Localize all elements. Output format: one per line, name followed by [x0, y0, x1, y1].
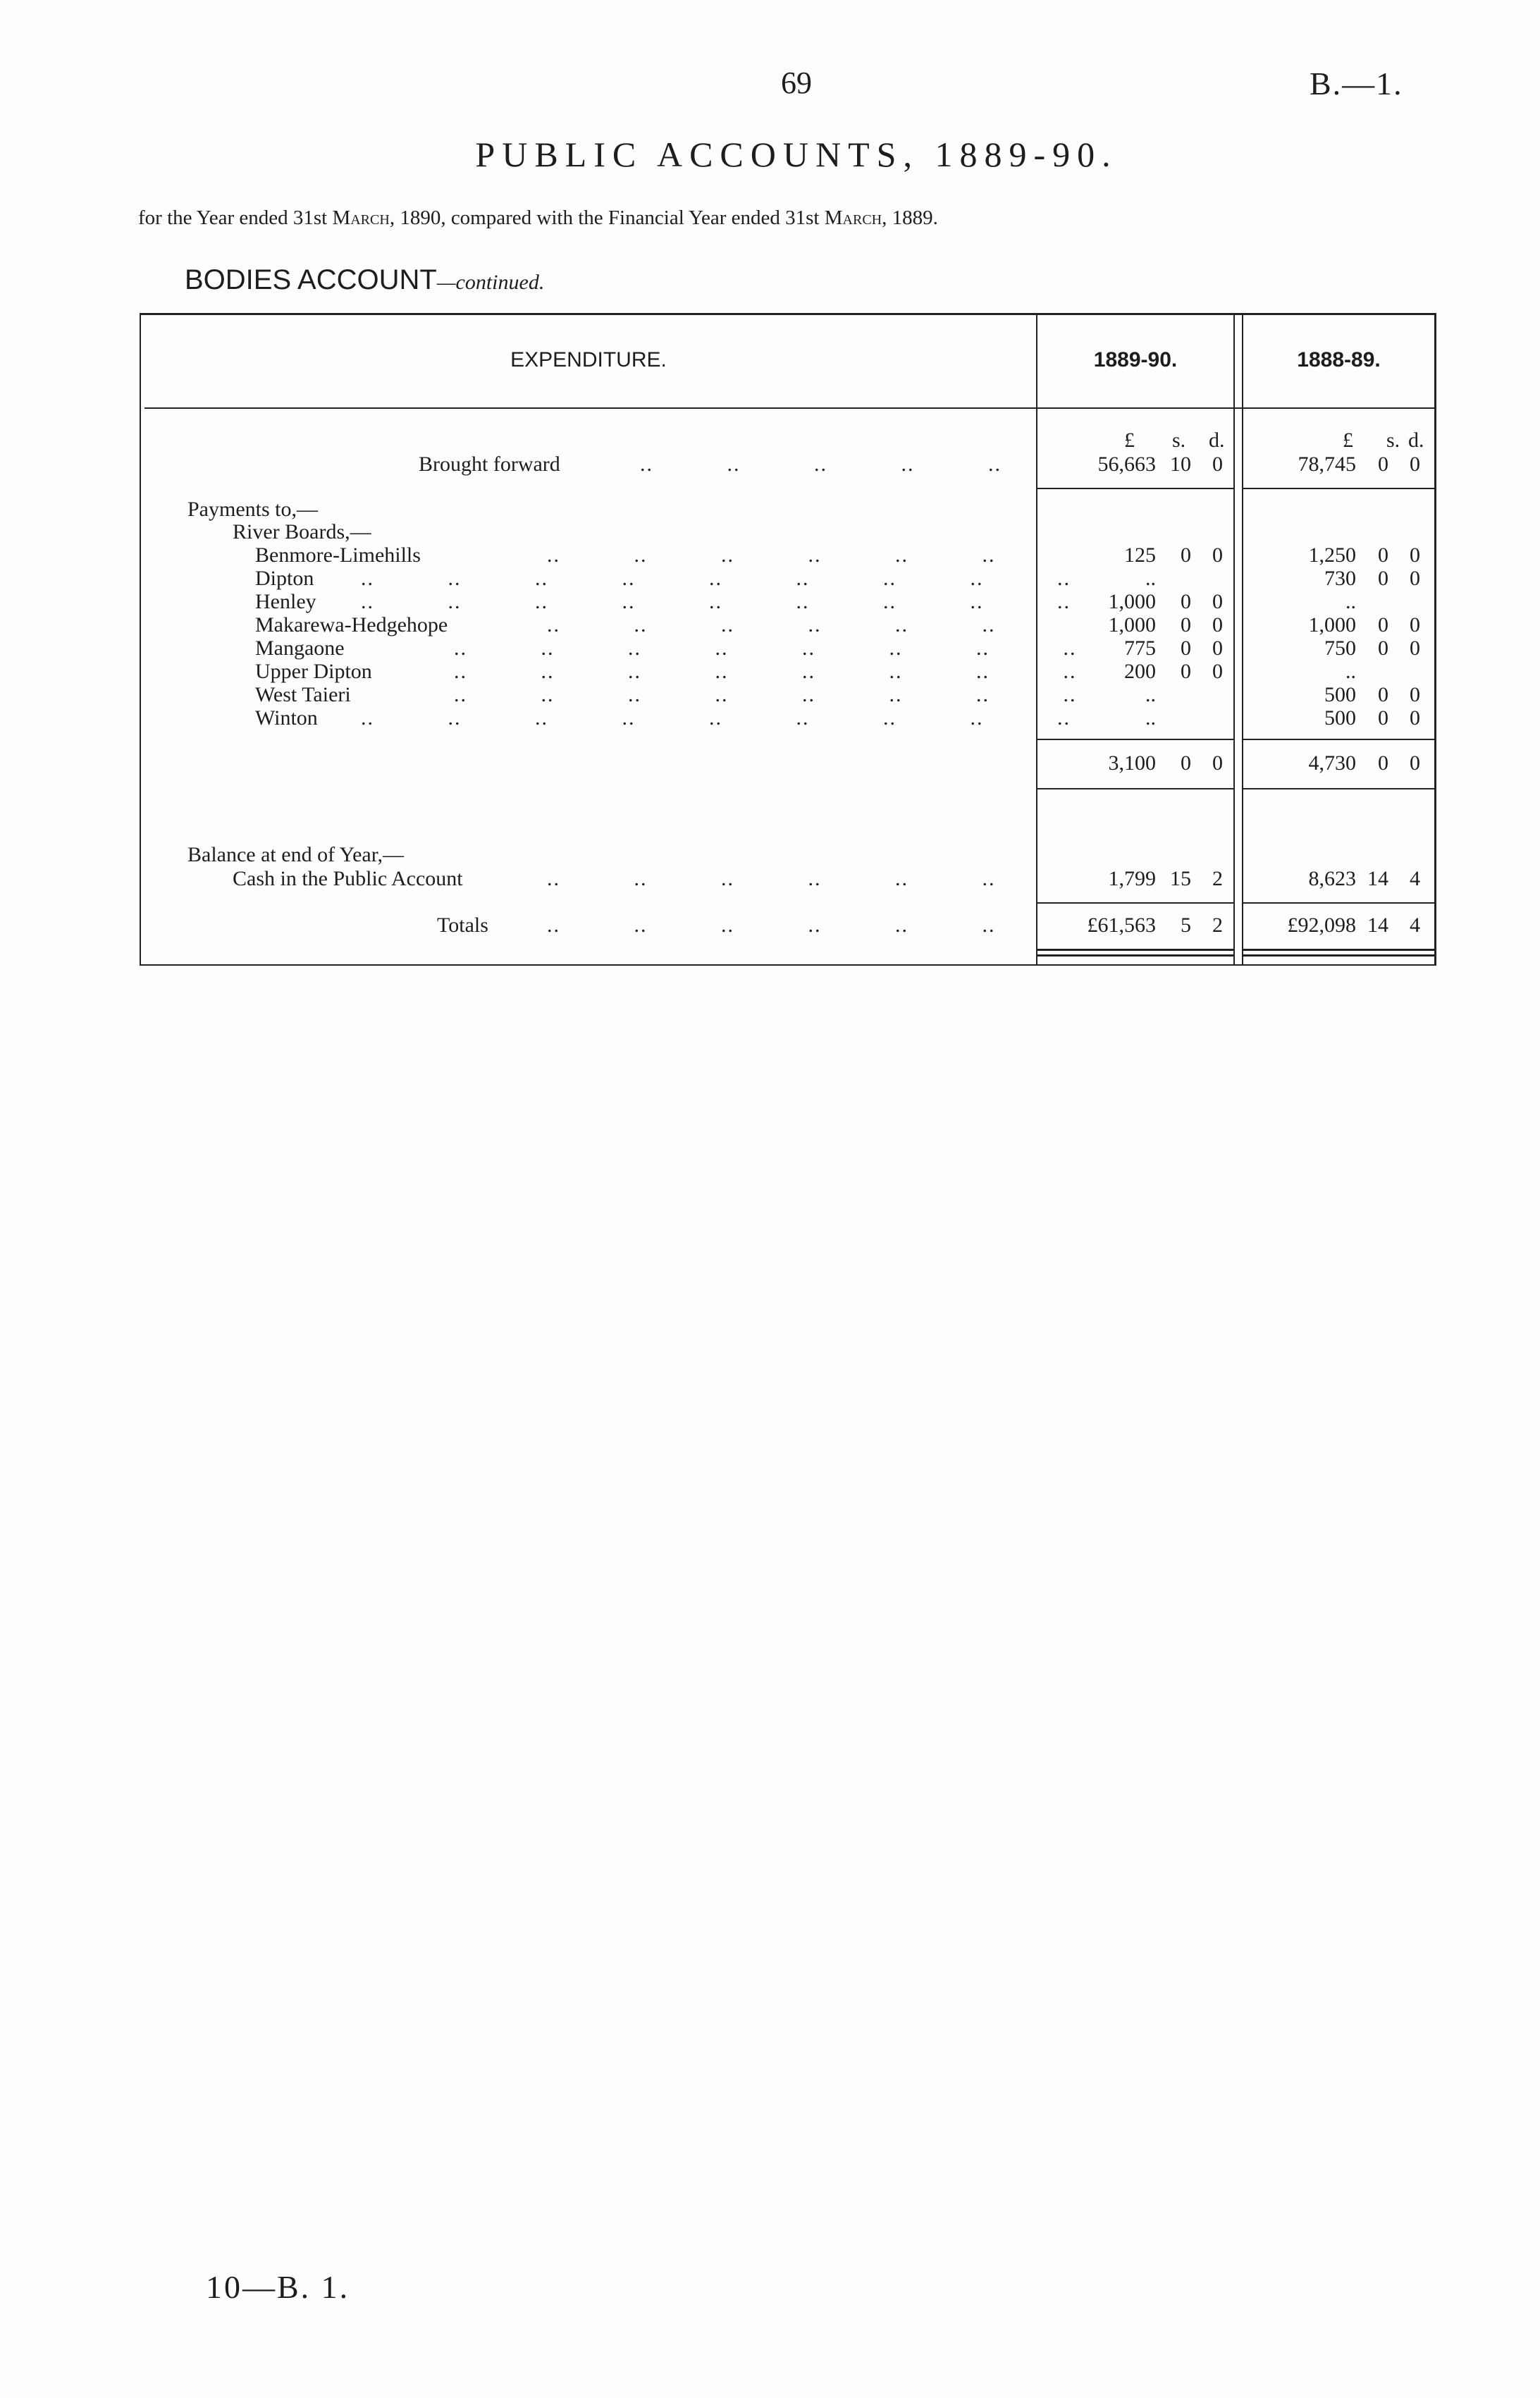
subtitle-month: March	[332, 207, 390, 229]
river-boards-heading: River Boards,—	[233, 520, 371, 543]
table-left-border	[140, 313, 141, 966]
row-1888-pounds: 730	[1324, 567, 1356, 590]
account-name: BODIES ACCOUNT	[185, 264, 437, 295]
subtotal-rule	[1243, 788, 1434, 789]
subtotal-1888-pounds: 4,730	[1308, 751, 1356, 775]
totals-1888-shillings: 14	[1367, 914, 1388, 937]
cash-1888-pounds: 8,623	[1308, 867, 1356, 890]
table-right-border	[1434, 313, 1436, 966]
row-1889-shillings: 0	[1181, 590, 1191, 613]
row-1888-pounds: ..	[1345, 660, 1356, 683]
row-1888-shillings: 0	[1378, 637, 1388, 660]
cash-1889-shillings: 15	[1170, 867, 1191, 890]
subtotal-1889-pounds: 3,100	[1108, 751, 1156, 775]
leader-dots: .. .. .. .. .. .. .. .. ..	[361, 590, 1071, 613]
totals-1888-pounds: £92,098	[1287, 914, 1356, 937]
subtotal-1888-shillings: 0	[1378, 751, 1388, 775]
leader-dots: .. .. .. .. .. ..	[547, 613, 996, 637]
subtotal-1888-pence: 0	[1410, 751, 1420, 775]
unit-shilling: s.	[1386, 429, 1400, 452]
section-rule	[1037, 488, 1233, 489]
cash-label: Cash in the Public Account	[233, 867, 463, 890]
brought-forward-label: Brought forward	[419, 453, 560, 476]
row-1889-pounds: 775	[1124, 637, 1156, 660]
totals-1888-pence: 4	[1410, 914, 1420, 937]
column-header-expenditure: EXPENDITURE.	[510, 348, 667, 371]
row-1889-pence: 0	[1212, 613, 1223, 637]
unit-pence: d.	[1209, 429, 1225, 452]
row-label: Mangaone	[255, 637, 345, 660]
row-1889-shillings: 0	[1181, 637, 1191, 660]
cash-1888-shillings: 14	[1367, 867, 1388, 890]
brought-forward-1889-pounds: 56,663	[1097, 453, 1156, 476]
cash-1889-pence: 2	[1212, 867, 1223, 890]
totals-1889-pence: 2	[1212, 914, 1223, 937]
totals-double-rule	[1037, 954, 1233, 957]
account-suffix: —continued.	[436, 271, 545, 294]
row-1888-shillings: 0	[1378, 567, 1388, 590]
totals-rule	[1037, 902, 1233, 904]
row-1888-pounds: 1,000	[1308, 613, 1356, 637]
document-code: B.—1.	[1310, 66, 1403, 102]
totals-1889-pounds: £61,563	[1087, 914, 1156, 937]
leader-dots: .. .. .. .. .. .. .. .. ..	[361, 567, 1071, 590]
leader-dots: .. .. .. .. ..	[640, 453, 1002, 476]
totals-double-rule	[1037, 949, 1233, 951]
row-1888-shillings: 0	[1378, 543, 1388, 567]
payments-heading: Payments to,—	[187, 498, 318, 521]
row-label: Makarewa-Hedgehope	[255, 613, 448, 637]
row-1888-pounds: 750	[1324, 637, 1356, 660]
row-1889-pounds: 125	[1124, 543, 1156, 567]
row-label: Henley	[255, 590, 316, 613]
brought-forward-1888-shillings: 0	[1378, 453, 1388, 476]
totals-label: Totals	[437, 914, 488, 937]
row-1888-pence: 0	[1410, 637, 1420, 660]
subtotal-rule	[1037, 739, 1233, 740]
row-1889-pence: 0	[1212, 637, 1223, 660]
row-1888-pence: 0	[1410, 613, 1420, 637]
row-label: Winton	[255, 706, 318, 730]
row-1889-pounds: ..	[1145, 567, 1156, 590]
row-1888-pence: 0	[1410, 706, 1420, 730]
section-rule	[1243, 488, 1434, 489]
leader-dots: .. .. .. .. .. .. .. ..	[454, 660, 1077, 683]
totals-1889-shillings: 5	[1181, 914, 1191, 937]
leader-dots: .. .. .. .. .. ..	[547, 867, 996, 890]
unit-pound: £	[1124, 429, 1135, 452]
page-subtitle	[138, 207, 938, 230]
column-divider	[1233, 313, 1235, 966]
brought-forward-1889-pence: 0	[1212, 453, 1223, 476]
row-1889-shillings: 0	[1181, 660, 1191, 683]
row-1888-shillings: 0	[1378, 613, 1388, 637]
subtotal-rule	[1037, 788, 1233, 789]
cash-1889-pounds: 1,799	[1108, 867, 1156, 890]
page-number: 69	[781, 66, 812, 100]
row-1889-shillings: 0	[1181, 613, 1191, 637]
row-1889-pence: 0	[1212, 660, 1223, 683]
row-1888-pence: 0	[1410, 567, 1420, 590]
row-1888-pounds: 500	[1324, 683, 1356, 706]
unit-pound: £	[1343, 429, 1353, 452]
row-1888-pence: 0	[1410, 683, 1420, 706]
page-title: PUBLIC ACCOUNTS, 1889-90.	[475, 135, 1118, 174]
row-label: Upper Dipton	[255, 660, 372, 683]
totals-double-rule	[1243, 954, 1434, 957]
table-header-rule	[144, 407, 1434, 409]
column-header-1888-89: 1888-89.	[1297, 348, 1381, 371]
row-label: Benmore-Limehills	[255, 543, 421, 567]
subtitle-month: March	[824, 207, 882, 229]
row-1889-pounds: ..	[1145, 706, 1156, 730]
row-1888-pence: 0	[1410, 543, 1420, 567]
leader-dots: .. .. .. .. .. .. .. ..	[454, 637, 1077, 660]
brought-forward-1888-pounds: 78,745	[1298, 453, 1356, 476]
row-1889-pence: 0	[1212, 590, 1223, 613]
unit-shilling: s.	[1172, 429, 1186, 452]
column-header-1889-90: 1889-90.	[1093, 348, 1178, 371]
subtotal-rule	[1243, 739, 1434, 740]
brought-forward-1888-pence: 0	[1410, 453, 1420, 476]
subtotal-1889-pence: 0	[1212, 751, 1223, 775]
row-1889-pounds: 1,000	[1108, 590, 1156, 613]
row-1889-shillings: 0	[1181, 543, 1191, 567]
leader-dots: .. .. .. .. .. .. .. .. ..	[361, 706, 1071, 730]
totals-double-rule	[1243, 949, 1434, 951]
unit-pence: d.	[1408, 429, 1424, 452]
leader-dots: .. .. .. .. .. ..	[547, 914, 996, 937]
row-1889-pounds: 1,000	[1108, 613, 1156, 637]
footer-signature-mark: 10—B. 1.	[206, 2269, 350, 2305]
row-1889-pounds: 200	[1124, 660, 1156, 683]
totals-rule	[1243, 902, 1434, 904]
row-label: Dipton	[255, 567, 314, 590]
subtitle-part: for the Year ended 31st	[138, 207, 333, 229]
balance-heading: Balance at end of Year,—	[187, 843, 405, 866]
subtitle-part: , 1890, compared with the Financial Year ended 31st	[389, 207, 825, 229]
row-1889-pounds: ..	[1145, 683, 1156, 706]
leader-dots: .. .. .. .. .. .. .. ..	[454, 683, 1077, 706]
brought-forward-1889-shillings: 10	[1170, 453, 1191, 476]
row-1888-pounds: ..	[1345, 590, 1356, 613]
subtotal-1889-shillings: 0	[1181, 751, 1191, 775]
row-1888-pounds: 500	[1324, 706, 1356, 730]
leader-dots: .. .. .. .. .. ..	[547, 543, 996, 567]
cash-1888-pence: 4	[1410, 867, 1420, 890]
account-heading	[185, 264, 544, 296]
row-1888-shillings: 0	[1378, 683, 1388, 706]
subtitle-part: , 1889.	[882, 207, 938, 229]
row-1888-shillings: 0	[1378, 706, 1388, 730]
row-1889-pence: 0	[1212, 543, 1223, 567]
row-label: West Taieri	[255, 683, 351, 706]
row-1888-pounds: 1,250	[1308, 543, 1356, 567]
